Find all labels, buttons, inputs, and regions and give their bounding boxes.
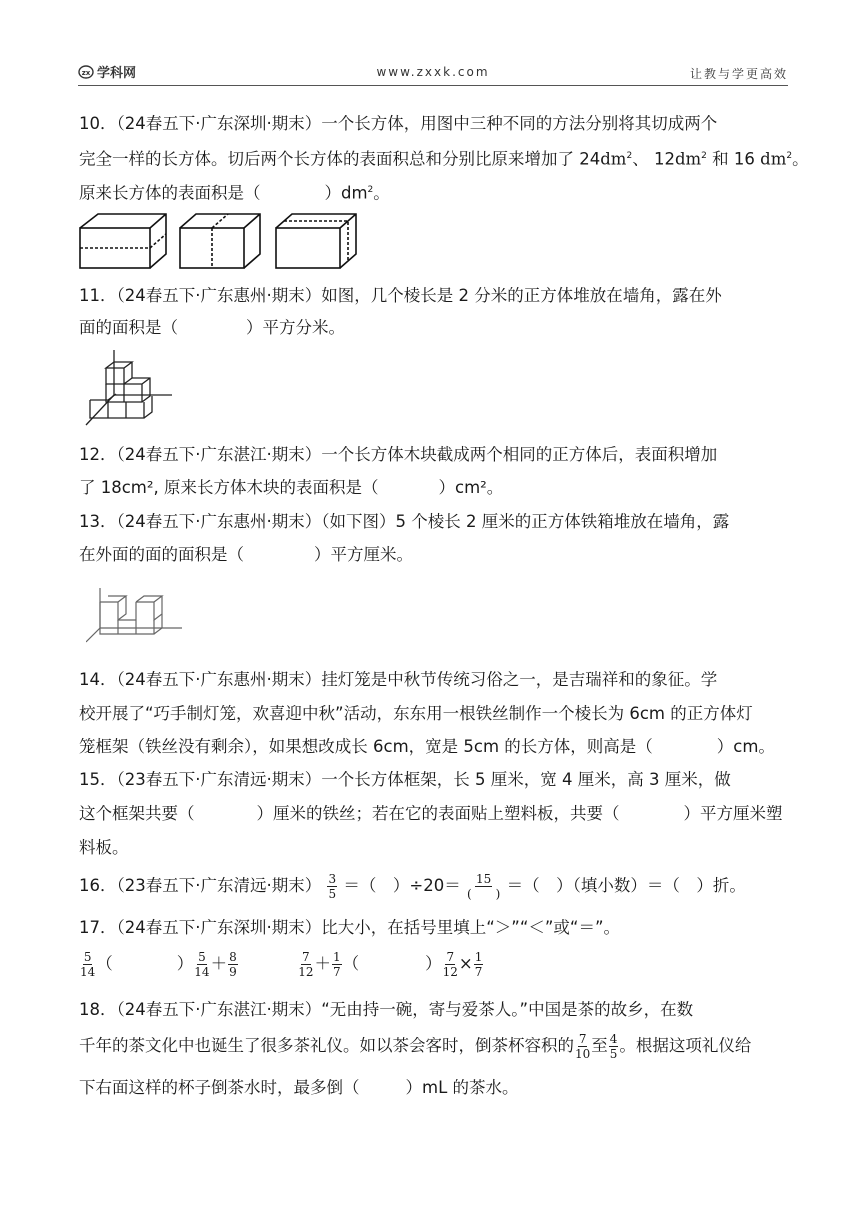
- page-header: [78, 62, 788, 84]
- q10-value3: 和 16: [712, 149, 755, 169]
- q13-line2: 在外面的面的面积是（ ）平方厘米。: [79, 545, 413, 564]
- q10-text: 完全一样的长方体。切后两个长方体的表面积总和分别比原来增加了 24: [79, 149, 601, 169]
- fraction: $\frac{15}{( )}$: [466, 872, 501, 901]
- cuboid-depth-cut: [276, 214, 356, 268]
- slogan: 让教与学更高效: [689, 67, 788, 81]
- q18-line2: 千年的茶文化中也诞生了很多茶礼仪。如以茶会客时，倒茶杯容积的 $\frac{7}{10}$ 至 $\frac{4}{5}$ 。根据这项礼仪给: [79, 1032, 752, 1061]
- q13-line1: 13．（24春五下·广东惠州·期末）（如下图）5 个棱长 2 厘米的正方体铁箱堆放在墙角，露: [79, 512, 730, 531]
- q17-compare-row: $\frac{5}{14}$ （ ） $\frac{5}{14}$ ＋ $\frac{8}{9}$ $\frac{7}{12}$ ＋ $\frac{1}{7}$ （ ） $\frac{7}{12}$ × $\frac{1}{7}$: [80, 950, 483, 979]
- site-url[interactable]: www.zxxk.com: [376, 65, 490, 79]
- q15-line1: 15．（23春五下·广东清远·期末）一个长方体框架，长 5 厘米，宽 4 厘米，高 3 厘米，做: [79, 770, 731, 789]
- q14-line1: 14．（24春五下·广东惠州·期末）挂灯笼是中秋节传统习俗之一，是吉瑞祥和的象征。学: [79, 670, 718, 689]
- q14-line2: 校开展了“巧手制灯笼，欢喜迎中秋”活动，东东用一根铁丝制作一个棱长为 6cm 的正方体灯: [79, 704, 753, 723]
- fraction: $\frac{7}{12}$: [442, 950, 458, 979]
- svg-text:zx: zx: [81, 68, 91, 77]
- q10-value2: 12: [653, 149, 675, 169]
- fraction: $\frac{7}{10}$: [575, 1032, 591, 1061]
- q17-line1: 17．（24春五下·广东深圳·期末）比大小，在括号里填上“＞”“＜”或“＝”。: [79, 918, 621, 937]
- q10-line2: 完全一样的长方体。切后两个长方体的表面积总和分别比原来增加了 $24dm^2$、 $12dm^2$ 和 16 $dm^2$。: [79, 149, 809, 169]
- q18-line1: 18．（24春五下·广东湛江·期末）“无由持一碗，寄与爱茶人。”中国是茶的故乡，在数: [79, 1000, 694, 1019]
- cuboid-horizontal-cut: [80, 214, 166, 268]
- fraction: $\frac{5}{14}$: [194, 950, 210, 979]
- q10-line1: 10．（24春五下·广东深圳·期末）一个长方体，用图中三种不同的方法分别将其切成两个: [79, 114, 718, 133]
- header-divider: [78, 85, 788, 86]
- fraction: $\frac{1}{7}$: [474, 950, 483, 979]
- q11-line2: 面的面积是（ ）平方分米。: [79, 318, 345, 337]
- q14-line3: 笼框架（铁丝没有剩余），如果想改成长 6cm，宽是 5cm 的长方体，则高是（ ）cm。: [79, 737, 775, 756]
- q10-line3: 原来长方体的表面积是（ ）$dm^2$。: [79, 183, 390, 203]
- fraction: $\frac{1}{7}$: [332, 950, 341, 979]
- q11-line1: 11．（24春五下·广东惠州·期末）如图，几个棱长是 2 分米的正方体堆放在墙角，露在外: [79, 286, 722, 305]
- q16-line: 16．（23春五下·广东清远·期末） $\frac{3}{5}$ ＝（ ）÷20＝ $\frac{15}{( )}$ ＝（ ）（填小数）＝（ ）折。: [79, 872, 746, 901]
- q15-line3: 料板。: [79, 838, 129, 857]
- fraction: $\frac{3}{5}$: [328, 872, 337, 901]
- q12-line2: 了 18cm², 原来长方体木块的表面积是（ ）cm²。: [79, 478, 504, 497]
- q15-line2: 这个框架共要（ ）厘米的铁丝；若在它的表面贴上塑料板，共要（ ）平方厘米塑: [79, 804, 783, 823]
- q12-line1: 12．（24春五下·广东湛江·期末）一个长方体木块截成两个相同的正方体后，表面积增加: [79, 445, 718, 464]
- cuboid-vertical-cut: [180, 214, 260, 268]
- cuboid-cut-figures: [78, 212, 363, 272]
- cubes-in-corner-figure: [84, 350, 174, 430]
- fraction: $\frac{5}{14}$: [80, 950, 96, 979]
- logo-text: 学科网: [97, 66, 137, 81]
- iron-boxes-in-corner-figure: [86, 588, 186, 644]
- fraction: $\frac{7}{12}$: [298, 950, 314, 979]
- fraction: $\frac{8}{9}$: [229, 950, 237, 979]
- q18-line3: 下右面这样的杯子倒茶水时，最多倒（ ）mL 的茶水。: [79, 1078, 519, 1097]
- fraction: $\frac{4}{5}$: [609, 1032, 618, 1061]
